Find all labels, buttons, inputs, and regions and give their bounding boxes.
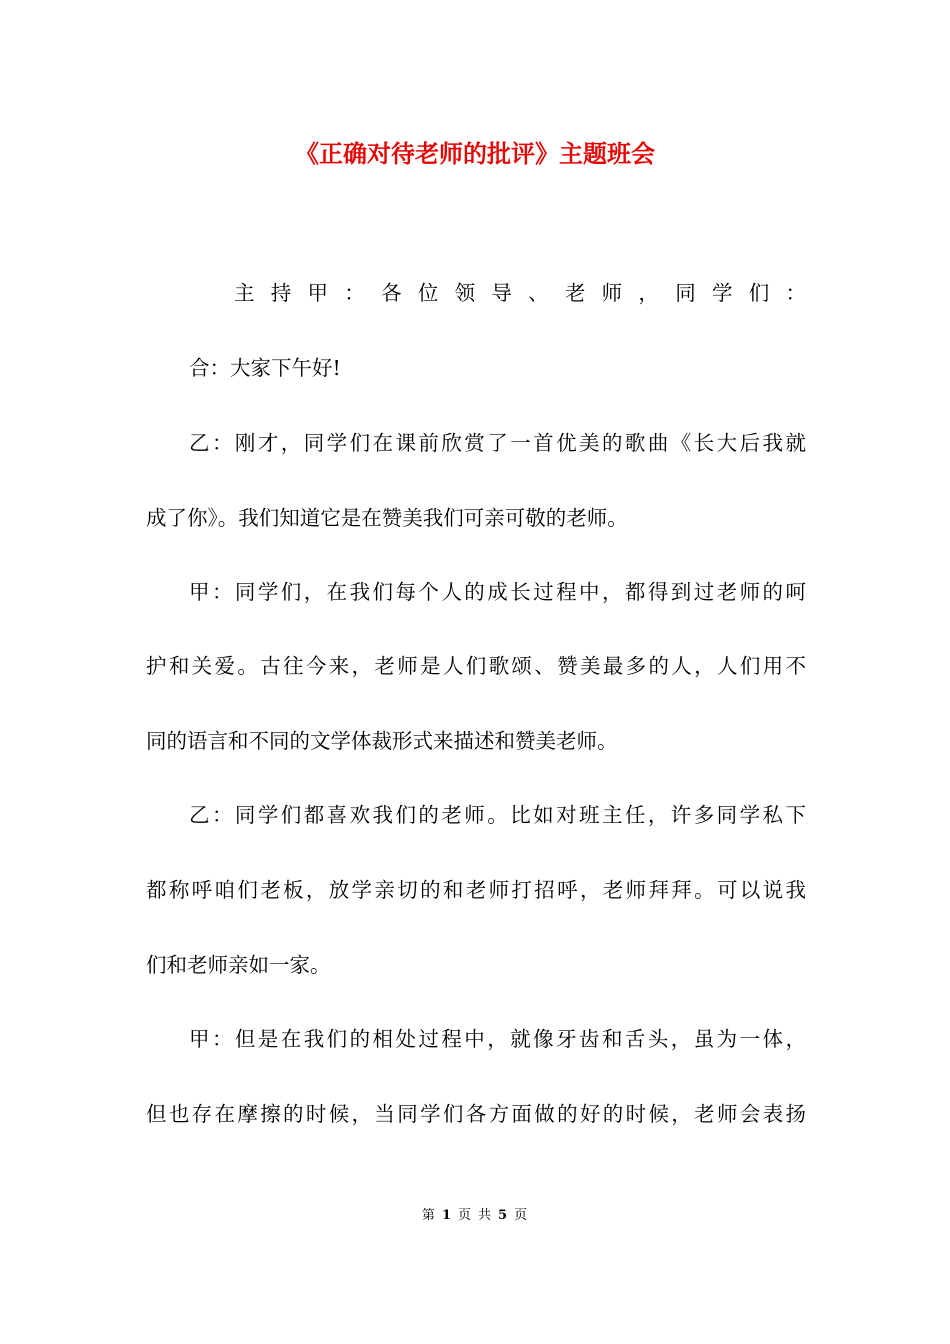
total-pages-number: 5 bbox=[498, 1208, 509, 1223]
paragraph-line: 但也存在摩擦的时候，当同学们各方面做的好的时候，老师会表扬 bbox=[146, 1102, 806, 1126]
paragraph-line: 甲：但是在我们的相处过程中，就像牙齿和舌头，虽为一体， bbox=[189, 1027, 806, 1051]
footer-page-word: 页 bbox=[457, 1208, 472, 1223]
document-title: 《正确对待老师的批评》主题班会 bbox=[295, 139, 655, 168]
paragraph-line: 主持甲：各位领导、老师，同学们： bbox=[234, 281, 806, 305]
footer-suffix: 页 bbox=[514, 1208, 529, 1223]
paragraph-line: 们和老师亲如一家。 bbox=[146, 953, 331, 977]
current-page-number: 1 bbox=[441, 1208, 452, 1223]
paragraph-line: 同的语言和不同的文学体裁形式来描述和赞美老师。 bbox=[146, 729, 618, 753]
paragraph-line: 合：大家下午好! bbox=[189, 356, 341, 380]
paragraph-line: 护和关爱。古往今来，老师是人们歌颂、赞美最多的人，人们用不 bbox=[146, 654, 806, 678]
paragraph-line: 乙：同学们都喜欢我们的老师。比如对班主任，许多同学私下 bbox=[189, 803, 806, 827]
paragraph-line: 乙：刚才，同学们在课前欣赏了一首优美的歌曲《长大后我就 bbox=[189, 431, 806, 455]
paragraph-line: 都称呼咱们老板，放学亲切的和老师打招呼，老师拜拜。可以说我 bbox=[146, 878, 806, 902]
paragraph-line: 成了你》。我们知道它是在赞美我们可亲可敬的老师。 bbox=[146, 506, 628, 530]
paragraph-line: 甲：同学们，在我们每个人的成长过程中，都得到过老师的呵 bbox=[189, 580, 806, 604]
page-footer bbox=[0, 1206, 950, 1226]
footer-total-prefix: 共 bbox=[478, 1208, 493, 1223]
footer-prefix: 第 bbox=[421, 1208, 436, 1223]
